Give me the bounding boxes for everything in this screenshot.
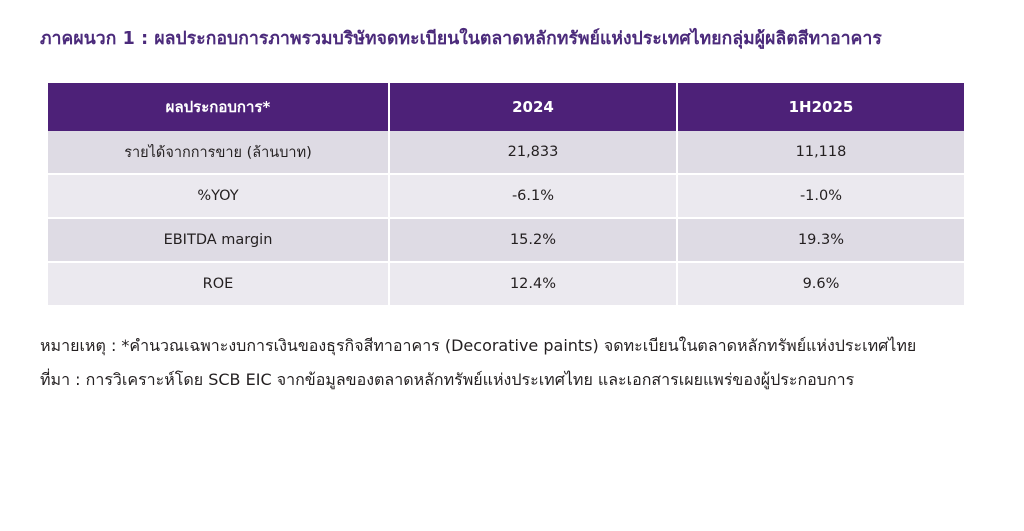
footnote-source: ที่มา : การวิเคราะห์โดย SCB EIC จากข้อมูลของตลาดหลักทรัพย์แห่งประเทศไทย และเอกสารเผยแพร่ของผู้ประกอบการ: [40, 369, 855, 389]
cell-value-1h2025: -1.0%: [677, 174, 964, 218]
table-row: [48, 131, 964, 174]
table-header: [48, 83, 964, 131]
cell-metric-label: %YOY: [48, 174, 389, 218]
column-header-1h2025: 1H2025: [677, 83, 964, 131]
cell-value-1h2025: 19.3%: [677, 218, 964, 262]
table-row: [48, 218, 964, 262]
table-body: [48, 131, 964, 305]
cell-value-2024: 12.4%: [389, 262, 677, 305]
cell-value-2024: 15.2%: [389, 218, 677, 262]
cell-metric-label: ROE: [48, 262, 389, 305]
results-table-container: [48, 83, 960, 305]
footnotes: [40, 331, 984, 394]
table-header-row: [48, 83, 964, 131]
column-header-2024: 2024: [389, 83, 677, 131]
cell-metric-label: EBITDA margin: [48, 218, 389, 262]
footnote-methodology: หมายเหตุ : *คำนวณเฉพาะงบการเงินของธุรกิจสีทาอาคาร (Decorative paints) จดทะเบียนในตลาดหลักทรัพย์แห่งประเทศไทย: [40, 336, 917, 356]
page-title: ภาคผนวก 1 : ผลประกอบการภาพรวมบริษัทจดทะเบียนในตลาดหลักทรัพย์แห่งประเทศไทยกลุ่มผู้ผลิตสีทาอาคาร: [40, 29, 882, 49]
cell-value-1h2025: 9.6%: [677, 262, 964, 305]
cell-value-1h2025: 11,118: [677, 131, 964, 174]
column-header-metric: ผลประกอบการ*: [48, 83, 389, 131]
cell-value-2024: -6.1%: [389, 174, 677, 218]
table-row: [48, 262, 964, 305]
table-row: [48, 174, 964, 218]
cell-value-2024: 21,833: [389, 131, 677, 174]
cell-metric-label: รายได้จากการขาย (ล้านบาท): [48, 131, 389, 174]
results-table: [48, 83, 964, 305]
